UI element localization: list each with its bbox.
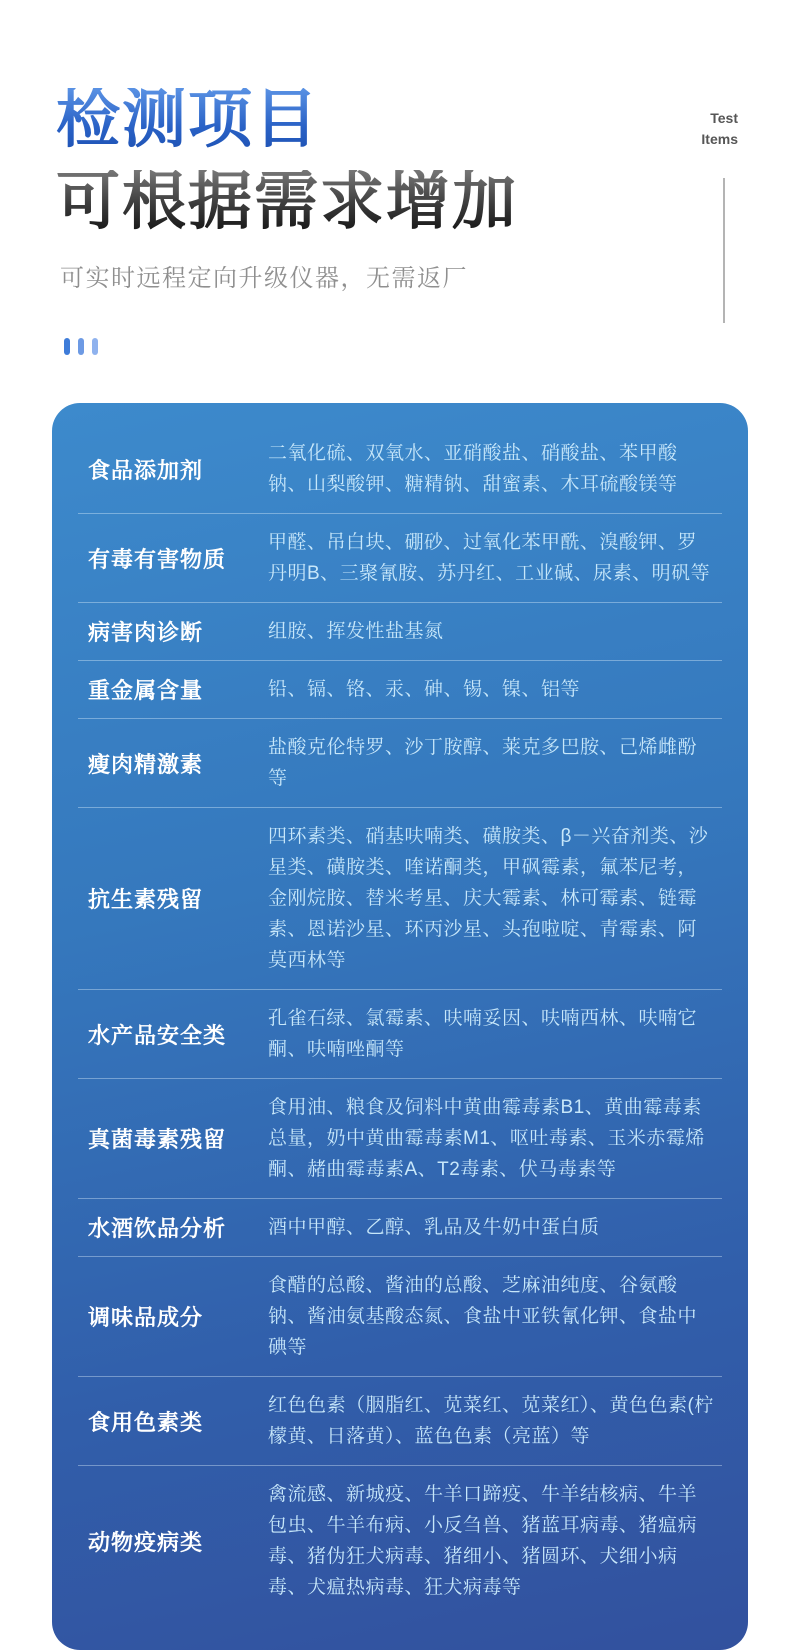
row-label: 真菌毒素残留 (88, 1127, 227, 1152)
table-row (78, 1465, 722, 1616)
row-content: 铅、镉、铬、汞、砷、锡、镍、铝等 (268, 679, 581, 700)
row-content: 四环素类、硝基呋喃类、磺胺类、β－兴奋剂类、沙星类、磺胺类、喹诺酮类，甲砜霉素，氟苯尼考，金刚烷胺、替米考星、庆大霉素、林可霉素、链霉素、恩诺沙星、环丙沙星、头孢啦啶、青霉素、阿莫西林等 (268, 826, 709, 971)
row-content: 二氧化硫、双氧水、亚硝酸盐、硝酸盐、苯甲酸钠、山梨酸钾、糖精钠、甜蜜素、木耳硫酸镁等 (268, 443, 678, 495)
row-content: 组胺、挥发性盐基氮 (268, 621, 444, 642)
table-row (78, 718, 722, 807)
table-row (78, 1078, 722, 1198)
row-content: 盐酸克伦特罗、沙丁胺醇、莱克多巴胺、己烯雌酚等 (268, 737, 698, 789)
corner-label (701, 108, 738, 150)
corner-label-line2: Items (701, 131, 738, 147)
row-label: 食品添加剂 (88, 457, 204, 483)
table-row (78, 989, 722, 1078)
dash-bar-icon (78, 338, 84, 355)
page-title-primary: 检测项目 (56, 84, 320, 155)
row-content: 禽流感、新城疫、牛羊口蹄疫、牛羊结核病、牛羊包虫、牛羊布病、小反刍兽、猪蓝耳病毒、猪瘟病毒、猪伪狂犬病毒、猪细小、猪圆环、犬细小病毒、犬瘟热病毒、狂犬病毒等 (268, 1484, 698, 1598)
row-content: 红色色素（胭脂红、苋菜红、苋菜红）、黄色色素(柠檬黄、日落黄）、蓝色色素（亮蓝）等 (268, 1395, 714, 1447)
row-content: 食醋的总酸、酱油的总酸、芝麻油纯度、谷氨酸钠、酱油氨基酸态氮、食盐中亚铁氰化钾、食盐中碘等 (268, 1275, 698, 1358)
row-content: 酒中甲醇、乙醇、乳品及牛奶中蛋白质 (268, 1217, 600, 1238)
row-label: 食用色素类 (88, 1409, 204, 1435)
row-label: 瘦肉精激素 (88, 751, 204, 777)
row-label: 动物疫病类 (88, 1529, 204, 1555)
row-label: 重金属含量 (88, 678, 204, 703)
table-row (78, 1256, 722, 1376)
page-title-secondary: 可根据需求增加 (56, 166, 518, 237)
table-row (78, 1198, 722, 1256)
row-label: 抗生素残留 (88, 887, 204, 912)
row-label: 病害肉诊断 (88, 620, 204, 645)
table-row (78, 602, 722, 660)
table-row (78, 660, 722, 718)
row-content: 甲醛、吊白块、硼砂、过氧化苯甲酰、溴酸钾、罗丹明B、三聚氰胺、苏丹红、工业碱、尿素、明矾等 (268, 532, 711, 584)
test-items-card (52, 403, 748, 1650)
row-content: 孔雀石绿、氯霉素、呋喃妥因、呋喃西林、呋喃它酮、呋喃唑酮等 (268, 1008, 698, 1060)
row-label: 调味品成分 (88, 1305, 204, 1330)
vertical-divider (723, 178, 725, 323)
table-row (78, 1376, 722, 1465)
table-row (78, 807, 722, 989)
row-label: 有毒有害物质 (88, 546, 227, 572)
table-row (78, 425, 722, 513)
table-row (78, 513, 722, 602)
row-content: 食用油、粮食及饲料中黄曲霉毒素B1、黄曲霉毒素总量，奶中黄曲霉毒素M1、呕吐毒素、玉米赤霉烯酮、赭曲霉毒素A、T2毒素、伏马毒素等 (268, 1097, 705, 1180)
row-label: 水酒饮品分析 (88, 1216, 227, 1241)
dashes-icon (64, 338, 98, 355)
dash-bar-icon (64, 338, 70, 355)
corner-label-line1: Test (710, 110, 738, 126)
page-subtitle: 可实时远程定向升级仪器，无需返厂 (60, 265, 468, 292)
dash-bar-icon (92, 338, 98, 355)
row-label: 水产品安全类 (88, 1022, 227, 1048)
